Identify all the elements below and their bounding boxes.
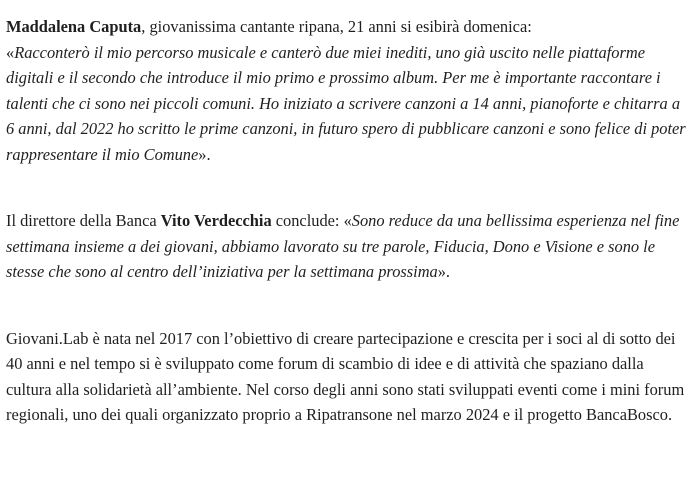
intro-after-name-verdecchia: conclude: «	[271, 211, 352, 230]
intro-text-verdecchia: Il direttore della Banca	[6, 211, 161, 230]
quote-verdecchia: Sono reduce da una bellissima esperienza nel fine settimana insieme a dei giovani, abbiamo lavorato su tre parole, Fiducia, Dono e Visione e sono le stesse che sono al centro dell’iniziativa per la settimana prossima	[6, 211, 680, 281]
quote-close-caputa: ».	[198, 144, 211, 164]
speaker-name-caputa: Maddalena Caputa	[6, 17, 142, 36]
speaker-name-verdecchia: Vito Verdecchia	[160, 211, 272, 230]
paragraph-caputa	[6, 14, 690, 167]
quote-caputa: Racconterò il mio percorso musicale e canterò due miei inediti, uno già uscito nelle piattaforme digitali e il secondo che introduce il mio primo e prossimo album. Per me è importante raccontare i talenti che ci sono nei piccoli comuni. Ho iniziato a scrivere canzoni a 14 anni, pianoforte e chitarra a 6 anni, dal 2022 ho scritto le prime canzoni, in futuro spero di pubblicare canzoni e sono felice di poter rappresentare il mio Comune	[6, 42, 686, 164]
intro-text-caputa: , giovanissima cantante ripana, 21 anni si esibirà domenica:	[141, 17, 532, 36]
quote-close-verdecchia: ».	[437, 262, 451, 281]
paragraph-giovani-lab: Giovani.Lab è nata nel 2017 con l’obiettivo di creare partecipazione e crescita per i soci al di sotto dei 40 anni e nel tempo si è sviluppato come forum di scambio di idee e di attività che spaziano dalla cultura alla solidarietà all’ambiente. Nel corso degli anni sono stati sviluppati eventi come i mini forum regionali, uno dei quali organizzato proprio a Ripatransone nel marzo 2024 e il progetto BancaBosco.	[6, 328, 685, 424]
paragraph-verdecchia	[6, 208, 690, 285]
quote-open-caputa: «	[6, 42, 15, 62]
